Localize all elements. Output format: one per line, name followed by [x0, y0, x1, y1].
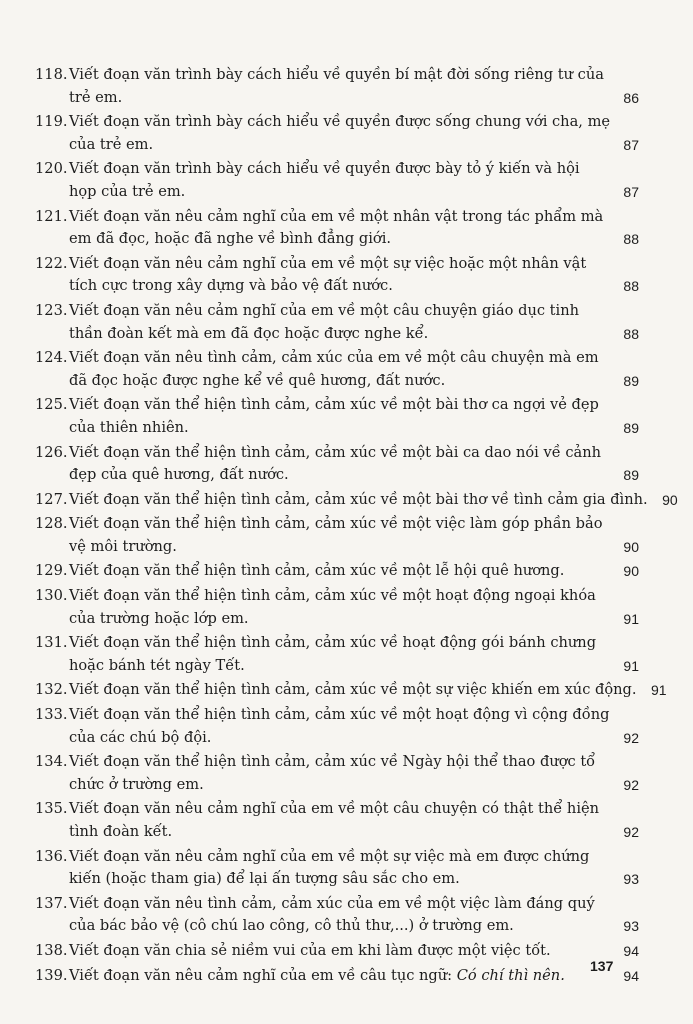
toc-entry	[35, 158, 639, 203]
entry-number: 135.	[35, 800, 68, 818]
entry-page: 91	[623, 610, 639, 627]
entry-page: 89	[623, 372, 639, 389]
entry-title-line: họp của trẻ em.	[69, 182, 186, 200]
entry-page: 90	[662, 491, 678, 508]
entry-title-line: hoặc bánh tét ngày Tết.	[69, 656, 245, 674]
toc-entry	[35, 560, 639, 583]
entry-number: 138.	[35, 941, 68, 959]
entry-title-line: Viết đoạn văn thể hiện tình cảm, cảm xúc về một hoạt động vì cộng đồng	[69, 706, 610, 724]
toc-entry	[35, 965, 639, 988]
toc-entry	[35, 442, 639, 487]
entry-number: 119.	[35, 113, 68, 131]
entry-page: 90	[623, 563, 639, 580]
entry-page: 92	[623, 729, 639, 746]
entry-page: 88	[623, 231, 639, 248]
entry-title-line: tích cực trong xây dựng và bảo vệ đất nước.	[69, 277, 393, 295]
entry-page: 88	[623, 325, 639, 342]
entry-title-line: vệ môi trường.	[69, 537, 177, 555]
entry-page: 93	[623, 871, 639, 888]
entry-number: 123.	[35, 301, 68, 319]
entry-title-line: Viết đoạn văn nêu cảm nghĩ của em về một câu chuyện giáo dục tinh	[69, 301, 579, 319]
toc-entry	[35, 206, 639, 251]
entry-title-line: Viết đoạn văn thể hiện tình cảm, cảm xúc về một sự việc khiến em xúc động.	[69, 681, 637, 699]
entry-page: 87	[623, 136, 639, 153]
entry-number: 120.	[35, 160, 68, 178]
entry-title-line: kiến (hoặc tham gia) để lại ấn tượng sâu sắc cho em.	[69, 870, 460, 888]
entry-title-line: Viết đoạn văn thể hiện tình cảm, cảm xúc về hoạt động gói bánh chưng	[69, 634, 597, 652]
entry-page: 94	[623, 967, 639, 984]
entry-title-line: Viết đoạn văn thể hiện tình cảm, cảm xúc về một lễ hội quê hương.	[69, 562, 565, 580]
toc-entry	[35, 111, 639, 156]
entry-title-line: Viết đoạn văn nêu cảm nghĩ của em về một nhân vật trong tác phẩm mà	[69, 207, 604, 225]
entry-title-line: của trường hoặc lớp em.	[69, 609, 249, 627]
entry-title-line: Viết đoạn văn nêu tình cảm, cảm xúc của em về một câu chuyện mà em	[69, 349, 599, 367]
entry-number: 125.	[35, 396, 68, 414]
entry-page: 87	[623, 183, 639, 200]
entry-title-line: Viết đoạn văn trình bày cách hiểu về quyền được bày tỏ ý kiến và hội	[69, 160, 580, 178]
entry-number: 126.	[35, 443, 68, 461]
entry-title-line: Viết đoạn văn trình bày cách hiểu về quyền bí mật đời sống riêng tư của	[69, 66, 604, 83]
toc-entry	[35, 585, 639, 630]
entry-title-line: Viết đoạn văn thể hiện tình cảm, cảm xúc về một bài thơ về tình cảm gia đình.	[69, 490, 648, 508]
entry-page: 89	[623, 467, 639, 484]
entry-number: 133.	[35, 706, 68, 724]
entry-title-line: của thiên nhiên.	[69, 418, 189, 436]
entry-page: 89	[623, 419, 639, 436]
entry-title-line: trẻ em.	[69, 88, 123, 106]
toc-entry	[35, 679, 667, 702]
entry-title-line: đã đọc hoặc được nghe kể về quê hương, đất nước.	[69, 371, 446, 389]
entry-number: 118.	[35, 66, 68, 83]
entry-number: 137.	[35, 894, 68, 912]
toc-entry	[35, 751, 639, 796]
entry-title-line: Viết đoạn văn nêu tình cảm, cảm xúc của em về một việc làm đáng quý	[69, 894, 595, 912]
entry-number: 121.	[35, 207, 68, 225]
entry-number: 122.	[35, 254, 68, 272]
entry-title-line: Viết đoạn văn thể hiện tình cảm, cảm xúc về một hoạt động ngoại khóa	[69, 587, 596, 605]
entry-title-line: Viết đoạn văn nêu cảm nghĩ của em về một câu chuyện có thật thể hiện	[69, 800, 600, 818]
toc-entry	[35, 489, 678, 512]
entry-page: 92	[623, 824, 639, 840]
entry-number: 132.	[35, 681, 68, 699]
entry-title-line: Viết đoạn văn thể hiện tình cảm, cảm xúc về Ngày hội thể thao được tổ	[69, 753, 596, 771]
entry-page: 92	[623, 776, 639, 793]
entry-page: 86	[623, 89, 639, 106]
entry-number: 136.	[35, 847, 68, 865]
toc-entry	[35, 846, 639, 891]
entry-title-line: thần đoàn kết mà em đã đọc hoặc được nghe kể.	[69, 324, 429, 342]
entry-number: 124.	[35, 349, 68, 367]
entry-number: 139.	[35, 966, 68, 984]
entry-page: 93	[623, 918, 639, 935]
entry-title-line: của các chú bộ đội.	[69, 728, 212, 746]
toc-entry	[35, 798, 639, 843]
entry-title-line: Viết đoạn văn nêu cảm nghĩ của em về câu tục ngữ: Có chí thì nên.	[69, 966, 565, 984]
entry-number: 127.	[35, 490, 68, 508]
entry-title-line: của bác bảo vệ (cô chú lao công, cô thủ thư,...) ở trường em.	[69, 917, 514, 935]
toc-entry	[35, 704, 639, 749]
entry-title-line: Viết đoạn văn thể hiện tình cảm, cảm xúc về một bài ca dao nói về cảnh	[69, 443, 602, 461]
entry-page: 94	[623, 942, 639, 959]
entry-page: 90	[623, 538, 639, 555]
toc-entry	[35, 253, 639, 298]
table-of-contents	[35, 64, 678, 989]
entry-page: 91	[650, 682, 667, 699]
entry-title-line: Viết đoạn văn trình bày cách hiểu về quyền được sống chung với cha, mẹ	[69, 113, 611, 131]
toc-entry	[35, 64, 639, 109]
entry-title-line: chức ở trường em.	[69, 775, 204, 793]
entry-number: 131.	[35, 634, 68, 652]
entry-title-line: của trẻ em.	[69, 135, 154, 153]
page-number: 137	[590, 958, 614, 974]
entry-title-line: Viết đoạn văn nêu cảm nghĩ của em về một sự việc mà em được chứng	[69, 847, 590, 865]
entry-number: 129.	[35, 562, 68, 580]
entry-page: 88	[623, 278, 639, 295]
toc-entry	[35, 940, 639, 963]
entry-number: 130.	[35, 587, 68, 605]
toc-entry	[35, 632, 639, 677]
toc-entry	[35, 300, 639, 345]
toc-entry	[35, 347, 639, 392]
entry-title-line: tình đoàn kết.	[69, 823, 173, 840]
entry-title-line: Viết đoạn văn thể hiện tình cảm, cảm xúc về một bài thơ ca ngợi vẻ đẹp	[69, 396, 599, 414]
toc-entry	[35, 394, 639, 439]
toc-entry	[35, 513, 639, 558]
entry-title-line: đẹp của quê hương, đất nước.	[69, 466, 289, 484]
entry-number: 128.	[35, 515, 68, 533]
entry-title-line: Viết đoạn văn thể hiện tình cảm, cảm xúc về một việc làm góp phần bảo	[69, 515, 603, 533]
entry-page: 91	[623, 657, 639, 674]
entry-title-line: Viết đoạn văn chia sẻ niềm vui của em khi làm được một việc tốt.	[69, 941, 551, 959]
entry-title-line: Viết đoạn văn nêu cảm nghĩ của em về một sự việc hoặc một nhân vật	[69, 254, 587, 272]
entry-title-line: em đã đọc, hoặc đã nghe về bình đẳng giới.	[69, 230, 392, 248]
entry-number: 134.	[35, 753, 68, 771]
toc-entry	[35, 893, 639, 938]
